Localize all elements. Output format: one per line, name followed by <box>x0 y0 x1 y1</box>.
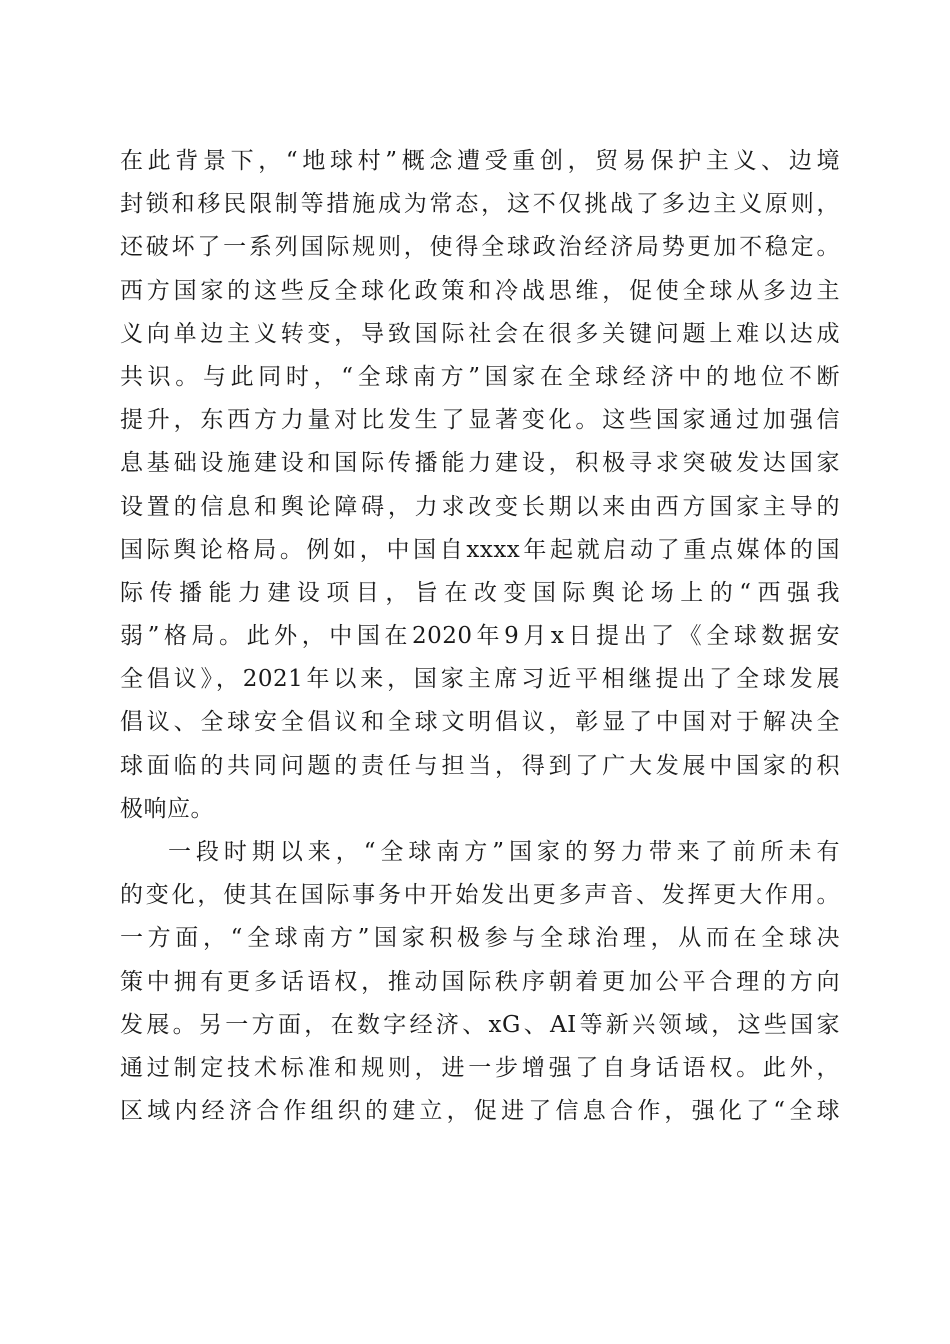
text-line: 封锁和移民限制等措施成为常态，这不仅挑战了多边主义原则， <box>120 191 840 218</box>
text-line: 息基础设施建设和国际传播能力建设，积极寻求突破发达国家 <box>120 450 840 477</box>
text-line: 共识。与此同时，“全球南方”国家在全球经济中的地位不断 <box>120 363 840 390</box>
text-line: 发展。另一方面，在数字经济、xG、AI等新兴领域，这些国家 <box>120 1011 840 1038</box>
text-line: 一方面，“全球南方”国家积极参与全球治理，从而在全球决 <box>120 925 840 952</box>
text-line: 在此背景下，“地球村”概念遭受重创，贸易保护主义、边境 <box>120 148 840 174</box>
text-line: 球面临的共同问题的责任与担当，得到了广大发展中国家的积 <box>120 752 840 779</box>
text-line: 际传播能力建设项目，旨在改变国际舆论场上的“西强我 <box>120 579 840 606</box>
text-line: 倡议、全球安全倡议和全球文明倡议，彰显了中国对于解决全 <box>120 709 840 736</box>
text-line: 全倡议》，2021年以来，国家主席习近平相继提出了全球发展 <box>120 666 840 693</box>
text-line: 还破坏了一系列国际规则，使得全球政治经济局势更加不稳定。 <box>120 234 840 261</box>
text-line: 一段时期以来，“全球南方”国家的努力带来了前所未有 <box>168 839 840 865</box>
text-line: 弱”格局。此外，中国在2020年9月x日提出了《全球数据安 <box>120 623 840 650</box>
text-line: 通过制定技术标准和规则，进一步增强了自身话语权。此外， <box>120 1054 840 1081</box>
text-line: 极响应。 <box>120 795 214 822</box>
text-line: 提升，东西方力量对比发生了显著变化。这些国家通过加强信 <box>120 407 840 434</box>
text-line: 西方国家的这些反全球化政策和冷战思维，促使全球从多边主 <box>120 277 840 304</box>
text-line: 国际舆论格局。例如，中国自xxxx年起就启动了重点媒体的国 <box>120 536 840 563</box>
text-line: 义向单边主义转变，导致国际社会在很多关键问题上难以达成 <box>120 320 840 347</box>
text-line: 策中拥有更多话语权，推动国际秩序朝着更加公平合理的方向 <box>120 968 840 995</box>
text-line: 的变化，使其在国际事务中开始发出更多声音、发挥更大作用。 <box>120 882 840 909</box>
text-line: 区域内经济合作组织的建立，促进了信息合作，强化了“全球 <box>120 1098 840 1125</box>
paragraph-1 <box>120 140 840 831</box>
text-line: 设置的信息和舆论障碍，力求改变长期以来由西方国家主导的 <box>120 493 840 520</box>
body-text <box>120 140 840 1133</box>
paragraph-2 <box>120 831 840 1133</box>
